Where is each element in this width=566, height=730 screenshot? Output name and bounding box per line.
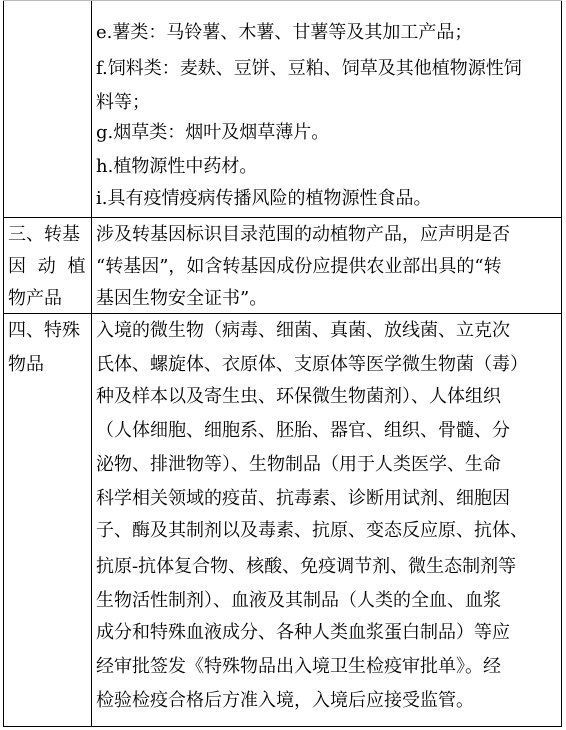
row3-line-1: 入境的微生物（病毒、细菌、真菌、放线菌、立克次 <box>96 320 510 341</box>
row1-line-5: h.植物源性中药材。 <box>96 156 258 177</box>
row3-label-line-2: 物品 <box>8 354 44 375</box>
row3-line-4: （人体细胞、细胞系、胚胎、器官、组织、骨髓、分 <box>96 420 510 441</box>
row2-line-1: 涉及转基因标识目录范围的动植物产品，应声明是否 <box>96 224 510 245</box>
table-left-border <box>3 0 4 726</box>
row2-label-line-1: 三、转基 <box>8 224 80 245</box>
row3-line-12: 检验检疫合格后方准入境，入境后应接受监管。 <box>96 690 474 711</box>
row3-line-3: 种及样本以及寄生虫、环保微生物菌剂）、人体组织 <box>96 386 501 407</box>
row-divider-2 <box>3 313 562 314</box>
row2-line-3: 基因生物安全证书”。 <box>96 288 268 309</box>
row3-line-9: 生物活性制剂）、血液及其制品（人类的全血、血浆 <box>96 590 501 611</box>
row2-line-2: “转基因”，如含转基因成份应提供农业部出具的“转 <box>96 256 502 277</box>
row3-line-11: 经审批签发《特殊物品出入境卫生检疫审批单》。经 <box>96 656 501 677</box>
row3-line-8: 抗原-抗体复合物、核酸、免疫调节剂、微生态制剂等 <box>96 556 517 577</box>
row3-line-2: 氏体、螺旋体、衣原体、支原体等医学微生物菌（毒） <box>96 354 528 375</box>
row3-line-6: 科学相关领域的疫苗、抗毒素、诊断用试剂、细胞因 <box>96 488 510 509</box>
row3-label-line-1: 四、特殊 <box>8 320 80 341</box>
row1-line-2: f.饲料类：麦麸、豆饼、豆粕、饲草及其他植物源性饲 <box>96 58 522 79</box>
row1-line-4: g.烟草类：烟叶及烟草薄片。 <box>96 122 330 143</box>
row1-line-3: 料等； <box>96 92 150 113</box>
page-top-line <box>3 0 562 1</box>
table-column-divider <box>91 0 92 726</box>
row3-line-5: 泌物、排泄物等）、生物制品（用于人类医学、生命 <box>96 454 501 475</box>
row2-label-line-3: 物产品 <box>8 288 62 309</box>
row2-label-line-2: 因 动 植 <box>8 256 89 277</box>
row3-line-7: 子、酶及其制剂以及毒素、抗原、变态反应原、抗体、 <box>96 520 528 541</box>
row1-line-1: e.薯类：马铃薯、木薯、甘薯等及其加工产品； <box>96 22 473 43</box>
row1-line-6: i.具有疫情疫病传播风险的植物源性食品。 <box>96 188 432 209</box>
row3-line-10: 成分和特殊血液成分、各种人类血浆蛋白制品）等应 <box>96 622 510 643</box>
table-bottom-border <box>3 726 562 727</box>
table-right-border <box>561 0 562 726</box>
row-divider-1 <box>3 217 562 218</box>
